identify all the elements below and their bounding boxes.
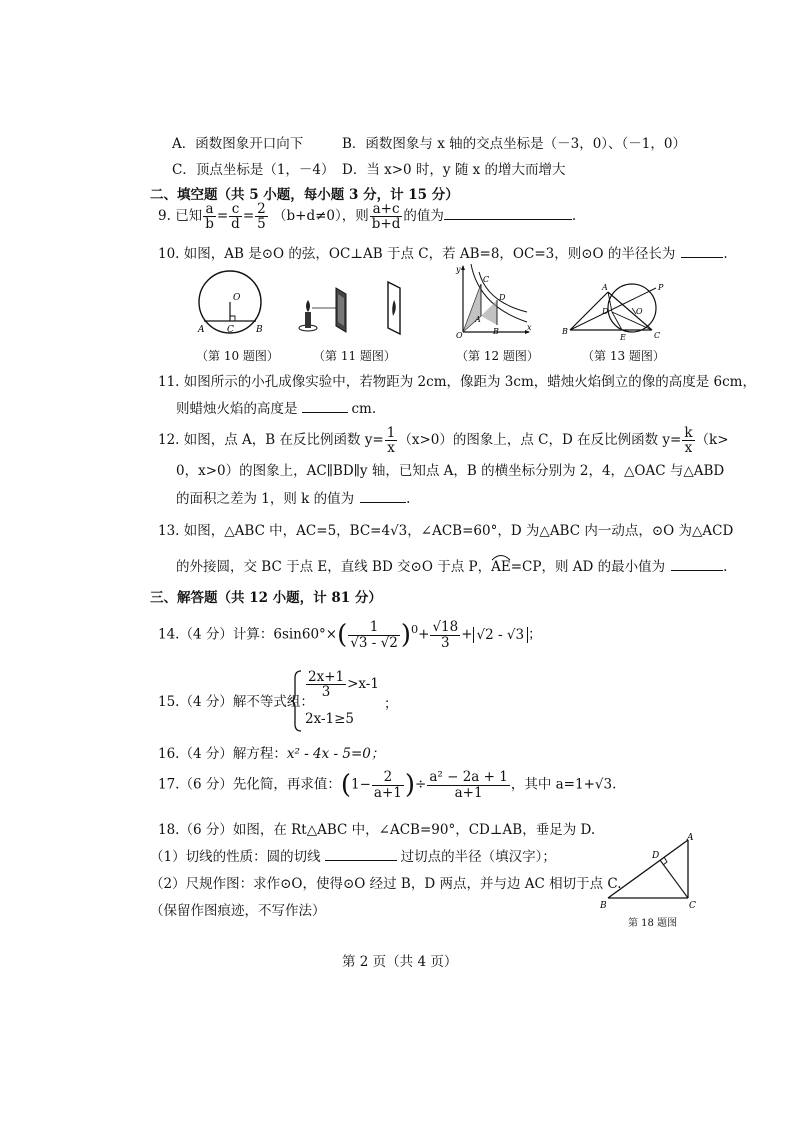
q14-fraction-sqrt18	[430, 620, 460, 649]
q15-label: 15.（4 分）解不等式组：	[158, 694, 314, 710]
figure-12-graph	[455, 262, 535, 338]
arc-icon	[491, 553, 511, 561]
q12-line-2: 0，x>0）的图象上，AC∥BD∥y 轴，已知点 A，B 的横坐标分别为 2，4，△OAC 与△ABD	[176, 463, 725, 479]
q9-f4-den: b+d	[371, 216, 401, 233]
q18-line-2	[150, 845, 556, 865]
q18-l2b: 过切点的半径（填汉字）；	[400, 849, 556, 865]
q14-plus-2: +	[461, 626, 473, 643]
q14-left-paren: (	[337, 620, 348, 650]
caption-figure-18: 第 18 题图	[628, 918, 678, 929]
q13-bc-value: 4√3	[381, 523, 408, 539]
fig18-label-a: A	[687, 833, 694, 843]
q9-eq2: =	[242, 208, 255, 225]
q13-l2b: =CP，则 AD 的最小值为	[510, 559, 666, 575]
q18-l2a: （1）切线的性质：圆的切线	[150, 849, 321, 865]
q13-answer-blank[interactable]	[671, 570, 723, 571]
q8-option-b: B．函数图象与 x 轴的交点坐标是（－3，0）、（－1，0）	[342, 136, 686, 152]
q14-absolute-value: √2 - √3	[473, 627, 529, 643]
fig13-label-p: P	[658, 283, 664, 292]
fig13-label-e: E	[620, 333, 626, 342]
q14-plus-1: +	[418, 626, 430, 643]
q14-f2-num: √18	[432, 619, 459, 636]
q9-condition: （b+d≠0），则	[273, 208, 369, 225]
fig12-label-o: O	[456, 331, 463, 340]
q8-option-d: D．当 x>0 时，y 随 x 的增大而增大	[342, 162, 566, 178]
section-3-title: 三、解答题（共 12 小题，计 81 分）	[150, 590, 382, 606]
fig18-label-d: D	[652, 851, 660, 861]
q14-pre: 14.（4 分）计算：6sin60°×	[158, 626, 338, 643]
q12-line-3	[176, 487, 410, 507]
q9-f3-num: 2	[257, 201, 266, 217]
q9-f2-num: c	[229, 202, 242, 217]
q18-line-1: 18.（6 分）如图，在 Rt△ABC 中，∠ACB=90°，CD⊥AB，垂足为 D.	[158, 822, 596, 838]
q15-r1-post: >x-1	[347, 676, 379, 693]
question-17	[158, 770, 616, 800]
q18-line-4: （保留作图痕迹，不写作法）	[150, 903, 326, 919]
figure-11-pinhole	[296, 280, 416, 340]
q11-line-1: 11. 如图所示的小孔成像实验中，若物距为 2cm，像距为 3cm，蜡烛火焰倒立的像的高度是 6cm，	[158, 374, 756, 390]
caption-figure-13: （第 13 题图）	[582, 349, 665, 363]
q17-f2-num: a² − 2a + 1	[429, 769, 508, 786]
q9-fraction-2-5	[255, 202, 268, 231]
q17-one-minus: 1−	[351, 776, 371, 793]
q12-line-1	[158, 426, 729, 455]
brace-icon	[290, 670, 302, 732]
q17-fraction-1	[372, 770, 404, 799]
question-9	[158, 202, 576, 231]
question-14	[158, 620, 542, 650]
q8-option-a: A．函数图象开口向下	[172, 136, 304, 152]
fig12-label-d: D	[499, 293, 506, 302]
q12-fraction-k-x	[682, 426, 694, 455]
caption-figure-12: （第 12 题图）	[456, 349, 539, 363]
fig18-label-c: C	[689, 901, 696, 911]
q18-answer-blank[interactable]	[325, 860, 397, 861]
q15-inequality-1	[305, 670, 379, 699]
section-2-title: 二、填空题（共 5 小题，每小题 3 分，计 15 分）	[150, 187, 459, 203]
fig10-label-a: A	[198, 325, 205, 335]
q17-pre: 17.（6 分）先化简，再求值：	[158, 776, 341, 793]
q17-f2-den: a+1	[454, 784, 483, 801]
q12-l1a: 12. 如图，点 A，B 在反比例函数 y=	[158, 432, 384, 449]
q14-f2-den: 3	[441, 634, 450, 651]
q9-post: 的值为	[403, 208, 444, 225]
q11-line-2	[176, 397, 376, 417]
q8-option-c: C．顶点坐标是（1，－4）	[172, 162, 335, 178]
fig13-label-d: D	[602, 307, 609, 316]
q9-end: .	[571, 208, 577, 225]
question-16	[158, 742, 384, 762]
q9-number: 9.	[158, 208, 171, 225]
q9-fraction-c-d	[229, 202, 242, 231]
q16-text: 16.（4 分）解方程：	[158, 746, 287, 762]
q10-answer-blank[interactable]	[681, 257, 723, 258]
fig13-label-b: B	[562, 327, 568, 336]
q12-line-3-text: 的面积之差为 1，则 k 的值为	[176, 491, 355, 507]
q12-f2-den: x	[684, 440, 693, 457]
fig12-label-b: B	[493, 327, 499, 336]
q12-end: .	[406, 491, 411, 507]
fig12-label-a: A	[475, 315, 481, 324]
fig13-label-c: C	[654, 331, 661, 340]
q13-line-1	[158, 519, 733, 539]
page-number: 第 2 页（共 4 页）	[342, 954, 458, 970]
q10-end: .	[723, 246, 728, 262]
q9-f2-den: d	[231, 216, 240, 233]
q15-r1-den: 3	[321, 684, 331, 701]
fig10-label-b: B	[256, 325, 263, 335]
q17-divide: ÷	[415, 776, 427, 793]
q14-f-den: √3 - √2	[350, 634, 398, 651]
q10-text: 10. 如图，AB 是⊙O 的弦，OC⊥AB 于点 C，若 AB=8，OC=3，则⊙O 的半径长为	[158, 246, 676, 262]
q13-l2a: 的外接圆，交 BC 于点 E，直线 BD 交⊙O 于点 P，	[176, 559, 492, 575]
q17-right-paren: )	[404, 770, 416, 800]
q11-answer-blank[interactable]	[302, 412, 348, 413]
q14-exponent: 0	[410, 623, 419, 636]
fig12-label-c: C	[483, 275, 490, 284]
q9-f1-num: a	[203, 202, 216, 217]
q18-line-3: （2）尺规作图：求作⊙O，使得⊙O 经过 B，D 两点，并与边 AC 相切于点 C.	[150, 876, 622, 892]
fig12-label-x: x	[527, 323, 532, 332]
q13-l1c: ，∠ACB=60°，D 为△ABC 内一动点，⊙O 为△ACD	[407, 523, 734, 539]
q9-fraction-a-b	[203, 202, 216, 231]
q14-f-num: 1	[348, 620, 400, 635]
q17-post: ，其中 a=1+√3.	[510, 776, 617, 793]
question-10	[158, 242, 728, 262]
q9-eq1: =	[216, 208, 229, 225]
q15-inequality-2: 2x-1≥5	[305, 711, 355, 727]
caption-figure-10: （第 10 题图）	[196, 349, 279, 363]
q15-fraction	[306, 670, 346, 699]
q13-arc-ae	[491, 559, 511, 575]
q9-fraction-sum	[370, 202, 403, 231]
fig13-label-o: O	[636, 307, 643, 316]
q9-f4-num: a+c	[370, 202, 403, 217]
q14-fraction-reciprocal	[348, 620, 400, 649]
q15-r1-num: 2x+1	[308, 669, 345, 685]
q17-fraction-2	[427, 770, 509, 799]
q12-f1-num: 1	[386, 425, 396, 441]
q12-fraction-1-x	[385, 426, 398, 455]
fig10-label-c: C	[227, 325, 234, 335]
figure-18-right-triangle	[598, 832, 694, 910]
figure-10-circle	[190, 272, 270, 338]
q13-line-2	[176, 555, 727, 575]
q13-l1a: 13. 如图，△ABC 中，AC=5，BC=	[158, 523, 382, 539]
q9-answer-blank[interactable]	[444, 219, 572, 220]
q12-l1b: （x>0）的图象上，点 C，D 在反比例函数 y=	[398, 432, 682, 449]
fig10-label-o: O	[233, 293, 241, 303]
q17-f1-num: 2	[372, 770, 404, 785]
q9-f1-den: b	[205, 216, 214, 233]
q13-arc-ae-text: AE	[491, 559, 511, 575]
q15-end: ；	[384, 696, 398, 712]
q12-answer-blank[interactable]	[360, 502, 406, 503]
q9-pre: 已知	[175, 208, 203, 225]
q11-line-2-text: 则蜡烛火焰的高度是	[176, 401, 298, 417]
q12-f1-den: x	[387, 440, 395, 457]
figure-13-triangle-circle	[562, 278, 672, 342]
fig18-label-b: B	[600, 901, 607, 911]
q12-f2-num: k	[684, 425, 693, 441]
q17-left-paren: (	[340, 770, 352, 800]
q17-f1-den: a+1	[373, 784, 402, 801]
q14-end: ；	[528, 626, 542, 643]
q16-equation: x² - 4x - 5=0；	[286, 746, 385, 762]
q13-end: .	[723, 559, 728, 575]
caption-figure-11: （第 11 题图）	[313, 349, 396, 363]
q9-f3-den: 5	[257, 216, 266, 233]
q11-unit: cm.	[351, 401, 377, 417]
q12-l1c: （k>	[695, 432, 729, 449]
q14-right-paren: )	[400, 620, 411, 650]
fig12-label-y: y	[456, 265, 461, 274]
fig13-label-a: A	[602, 283, 608, 292]
